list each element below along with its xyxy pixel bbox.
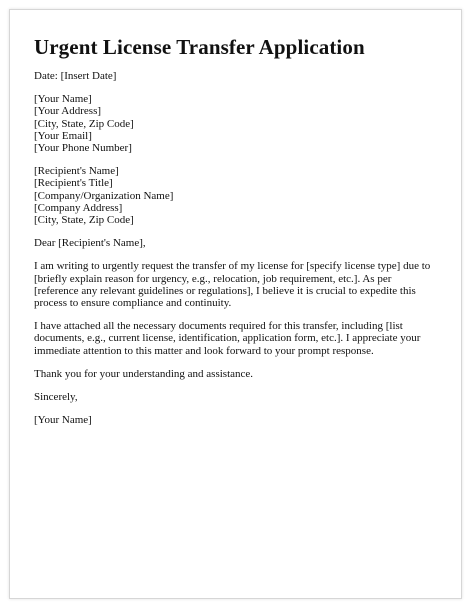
- paragraph-request-line: [reference any relevant guidelines or regulations], I believe it is crucial to expedite this: [34, 284, 416, 297]
- sender-block: [34, 93, 439, 154]
- paragraph-attachments-line: I have attached all the necessary documents required for this transfer, including [list: [34, 320, 403, 333]
- recipient-city-state-zip: [City, State, Zip Code]: [34, 214, 134, 227]
- letter-body: [34, 70, 439, 426]
- recipient-block: [34, 165, 439, 226]
- sender-email: [Your Email]: [34, 129, 92, 142]
- paragraph-request-line: I am writing to urgently request the transfer of my license for [specify license type] due to: [34, 260, 431, 273]
- letter-title: Urgent License Transfer Application: [34, 35, 365, 59]
- sender-city-state-zip: [City, State, Zip Code]: [34, 117, 134, 130]
- recipient-name: [Recipient's Name]: [34, 165, 119, 178]
- recipient-title: [Recipient's Title]: [34, 177, 113, 190]
- paragraph-attachments: [34, 320, 439, 357]
- letter-sheet: [9, 9, 462, 599]
- sender-address: [Your Address]: [34, 105, 102, 118]
- closing: Sincerely,: [34, 391, 78, 404]
- recipient-address: [Company Address]: [34, 201, 123, 214]
- sender-phone: [Your Phone Number]: [34, 142, 132, 155]
- recipient-organization: [Company/Organization Name]: [34, 189, 174, 202]
- paragraph-request: [34, 260, 439, 309]
- paragraph-request-line: process to ensure compliance and continuity.: [34, 297, 232, 310]
- sender-name: [Your Name]: [34, 93, 92, 106]
- paragraph-attachments-line: immediate attention to this matter and look forward to your prompt response.: [34, 344, 374, 357]
- paragraph-request-line: [briefly explain reason for urgency, e.g., relocation, job requirement, etc.]. As per: [34, 272, 392, 285]
- salutation: Dear [Recipient's Name],: [34, 237, 146, 250]
- paragraph-attachments-line: documents, e.g., current license, identification, application form, etc.]. I appreciate your: [34, 332, 421, 345]
- thanks-line: Thank you for your understanding and assistance.: [34, 367, 254, 380]
- date-line: Date: [Insert Date]: [34, 70, 117, 82]
- signature: [Your Name]: [34, 414, 92, 427]
